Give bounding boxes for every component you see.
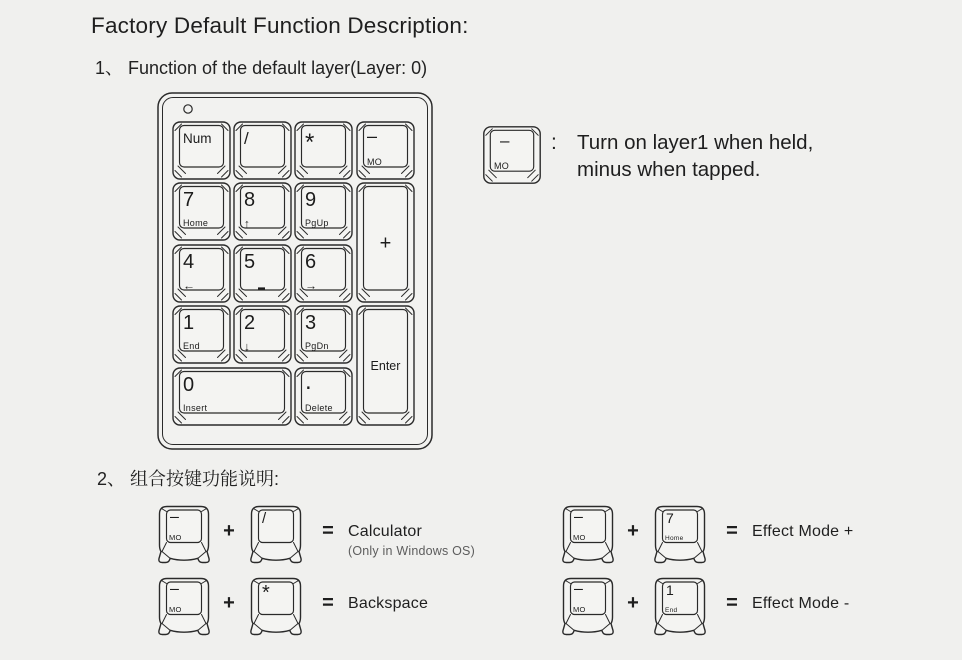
key-label: Num [183, 131, 212, 146]
numpad-key-* [295, 122, 352, 179]
numpad-key-. [295, 368, 352, 425]
key-label: 6 [305, 251, 317, 273]
numpad-key-8 [234, 183, 291, 240]
equals-sign: = [322, 592, 334, 614]
key-sublabel: Home [665, 535, 684, 542]
numpad-key-4 [173, 245, 230, 302]
key-sublabel: Delete [305, 403, 333, 413]
key-label: 1 [183, 312, 195, 334]
key-sublabel: MO [573, 605, 586, 614]
combo-row-backspace [158, 577, 588, 639]
numpad-key-/ [234, 122, 291, 179]
key-label: 1 [666, 582, 674, 598]
mo-key-description-line2: minus when tapped. [577, 157, 761, 181]
key-sublabel: End [183, 341, 200, 351]
keycap-mo [562, 505, 614, 570]
key-label: 2 [244, 312, 256, 334]
numpad-key-7 [173, 183, 230, 240]
key-sublabel: Insert [183, 403, 208, 413]
numpad-key-5 [234, 245, 291, 302]
key-sublabel: Home [183, 218, 209, 228]
numpad-key-2 [234, 306, 291, 363]
key-label: – [367, 126, 378, 146]
key-label: 3 [305, 312, 317, 334]
key-sublabel: MO [494, 161, 510, 171]
key-sublabel: ↑ [244, 216, 251, 231]
combo-result-note: (Only in Windows OS) [348, 544, 475, 558]
combo-result [348, 595, 428, 613]
key-label: 9 [305, 189, 317, 211]
numpad-key-enter [357, 306, 414, 425]
page-title: Factory Default Function Description: [91, 13, 469, 38]
key-label: – [574, 508, 583, 526]
key-label: . [305, 368, 312, 395]
equals-sign: = [322, 520, 334, 542]
key-label: 7 [183, 189, 195, 211]
key-label: + [379, 232, 392, 255]
key-label: 0 [183, 374, 195, 396]
key-label: – [574, 580, 583, 598]
numpad-key-minus-mo [357, 122, 414, 179]
numpad-key-num [173, 122, 230, 179]
key-sublabel: MO [367, 157, 383, 167]
key-sublabel: PgUp [305, 218, 329, 228]
keycap-7-home [654, 505, 706, 570]
equals-sign: = [726, 520, 738, 542]
keycap-slash [250, 505, 302, 570]
plus-operator: + [223, 592, 235, 614]
numpad-key-1 [173, 306, 230, 363]
key-label: – [500, 131, 510, 150]
combo-result-label: Calculator [348, 523, 423, 540]
keycap-mo [158, 505, 210, 570]
section1-heading: 1、 Function of the default layer(Layer: 0) [95, 58, 428, 78]
key-sublabel: → [305, 278, 318, 293]
combo-row-effect-mode-minus [562, 577, 962, 639]
key-label: – [170, 508, 179, 526]
key-sublabel: ↓ [244, 339, 251, 354]
plus-operator: + [627, 592, 639, 614]
key-label: / [244, 129, 249, 148]
plus-operator: + [627, 520, 639, 542]
key-sublabel: MO [169, 533, 182, 542]
keycap-asterisk [250, 577, 302, 642]
key-sublabel: ▬ [258, 284, 266, 292]
key-sublabel: MO [573, 533, 586, 542]
keycap-mo-note [483, 126, 541, 189]
key-label: 4 [183, 251, 195, 273]
key-label: 5 [244, 251, 256, 273]
combo-result [752, 523, 853, 541]
numpad-key-+ [357, 183, 414, 302]
mo-key-description-line1: Turn on layer1 when held, [577, 131, 814, 154]
combo-result-label: Effect Mode + [752, 523, 854, 540]
key-sublabel: PgDn [305, 341, 329, 351]
key-label: Enter [370, 359, 401, 373]
section2-heading: 2、 组合按键功能说明: [97, 469, 280, 489]
combo-row-calculator [158, 505, 588, 567]
numpad-key-6 [295, 245, 352, 302]
key-sublabel: ← [183, 278, 196, 293]
combo-result-label: Backspace [348, 595, 429, 612]
combo-result-label: Effect Mode - [752, 595, 850, 612]
key-label: – [170, 580, 179, 598]
numpad-key-3 [295, 306, 352, 363]
note-separator: : [551, 131, 557, 154]
key-sublabel: End [665, 607, 678, 614]
keycap-1-end [654, 577, 706, 642]
key-label: 8 [244, 189, 256, 211]
plus-operator: + [223, 520, 235, 542]
equals-sign: = [726, 592, 738, 614]
key-label: * [262, 582, 270, 604]
numpad-illustration [157, 92, 433, 450]
combo-result [348, 523, 475, 558]
numpad-key-9 [295, 183, 352, 240]
combo-row-effect-mode-plus [562, 505, 962, 567]
mo-key-description [577, 130, 813, 183]
keycap-mo [562, 577, 614, 642]
keycap-mo [158, 577, 210, 642]
key-label: / [262, 510, 267, 527]
key-label: 7 [666, 510, 674, 526]
combo-result [752, 595, 849, 613]
key-label: * [305, 129, 315, 156]
numpad-key-0 [173, 368, 291, 425]
key-sublabel: MO [169, 605, 182, 614]
